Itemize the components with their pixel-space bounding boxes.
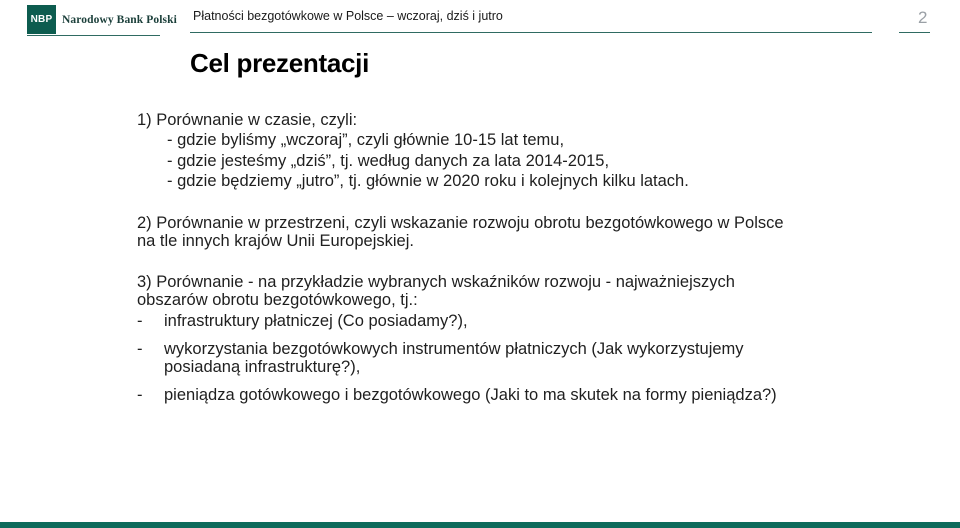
dash-bullet: - (137, 311, 143, 330)
header-divider (190, 32, 872, 33)
point-3-item-line: posiadaną infrastrukturę?), (164, 357, 361, 376)
dash-bullet: - (137, 385, 143, 404)
point-3-item-text: infrastruktury płatniczej (Co posiadamy?), (164, 311, 468, 330)
point-3-line: 3) Porównanie - na przykładzie wybranych wskaźników rozwoju - najważniejszych (137, 272, 735, 291)
nbp-logo (27, 5, 177, 34)
point-3-item (137, 386, 937, 404)
point-3-item-text: pieniądza gotówkowego i bezgotówkowego (Jaki to ma skutek na formy pieniądza?) (164, 385, 777, 404)
point-1-item: - gdzie będziemy „jutro”, tj. głównie w 2020 roku i kolejnych kilku latach. (167, 172, 689, 190)
spacer (137, 250, 937, 273)
point-1-item: - gdzie jesteśmy „dziś”, tj. według danych za lata 2014-2015, (167, 151, 610, 170)
spacer (137, 192, 937, 214)
point-2-line: na tle innych krajów Unii Europejskiej. (137, 231, 414, 250)
point-3-line: obszarów obrotu bezgotówkowego, tj.: (137, 290, 418, 309)
logo-wordmark: Narodowy Bank Polski (62, 13, 177, 26)
point-3-item-line: wykorzystania bezgotówkowych instrumentów płatniczych (Jak wykorzystujemy (164, 339, 744, 358)
logo-underline (27, 35, 160, 36)
slide-title: Cel prezentacji (190, 48, 370, 78)
page-number: 2 (918, 8, 928, 27)
point-2-line: 2) Porównanie w przestrzeni, czyli wskazanie rozwoju obrotu bezgotówkowego w Polsce (137, 213, 784, 232)
point-1-item: - gdzie byliśmy „wczoraj”, czyli głównie 10-15 lat temu, (167, 131, 565, 149)
page-number-underline (899, 32, 930, 33)
dash-bullet: - (137, 339, 143, 358)
point-3-item (137, 312, 937, 330)
point-3-item (137, 340, 937, 376)
point-1-heading: 1) Porównanie w czasie, czyli: (137, 111, 358, 129)
point-3-item-text (164, 340, 744, 376)
footer-bar (0, 522, 960, 528)
slide-body (137, 110, 937, 404)
presentation-title: Płatności bezgotówkowe w Polsce – wczoraj, dziś i jutro (193, 9, 503, 23)
logo-mark: NBP (27, 5, 56, 34)
